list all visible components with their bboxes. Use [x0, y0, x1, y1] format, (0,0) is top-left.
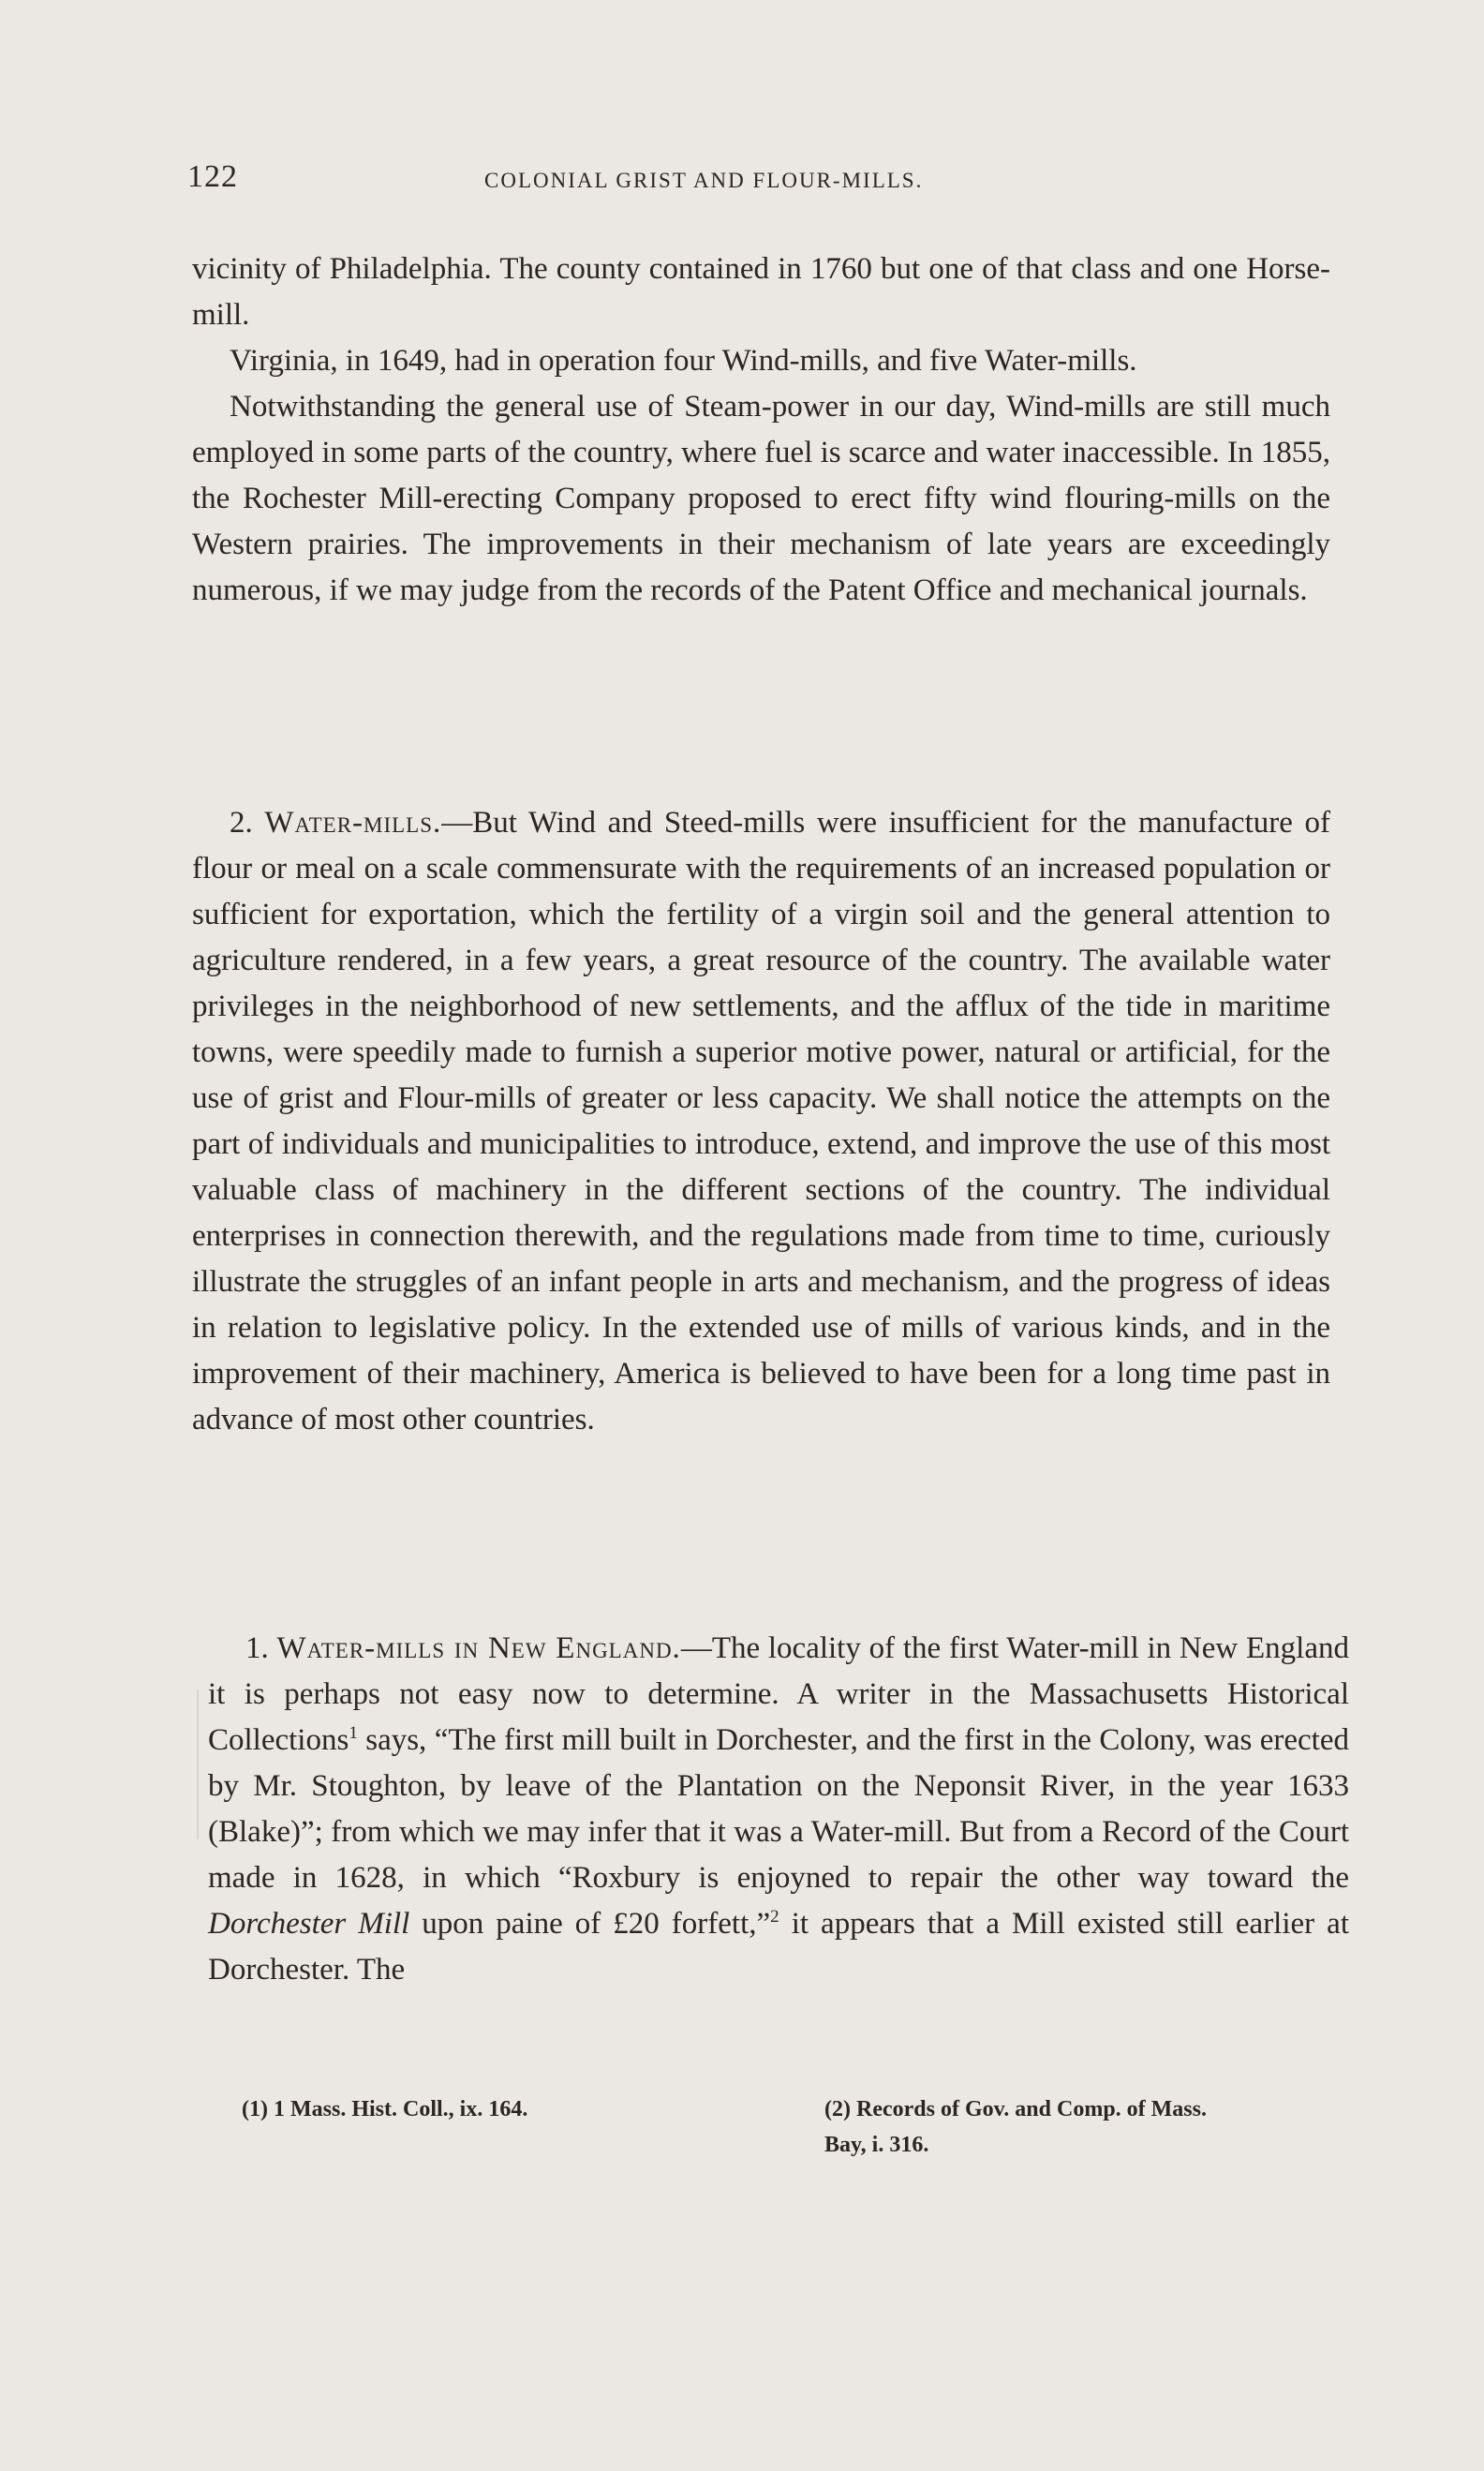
section-number: 2. — [230, 806, 253, 840]
paragraph-water-mills — [192, 800, 1330, 1443]
page-number: 122 — [187, 159, 238, 194]
subsection-text-d: it appears that a Mill existed still earlier at Dorchester. The — [208, 1907, 1349, 1987]
opening-text — [192, 246, 1330, 614]
subsection-text-a: —The locality of the first Water-mill in New England it is perhaps not easy now to determine. A writer in the Massachusetts Historical Collections — [208, 1631, 1349, 1757]
subsection-number: 1. — [245, 1631, 269, 1665]
footnote-2 — [824, 2091, 1357, 2163]
footnote-ref-1: 1 — [349, 1723, 358, 1743]
section-body: —But Wind and Steed-mills were insufficient for the manufacture of flour or meal on a scale commensurate with the requirements of an increased population or sufficient for exportation, which the fertility of a virgin soil and the general attention to agriculture rendered, in a few years, a great resource of the country. The available water privileges in the neighborhood of new settlements, and the afflux of the tide in maritime towns, were speedily made to furnish a superior motive power, natural or artificial, for the use of grist and Flour-mills of greater or less capacity. We shall notice the attempts on the part of individuals and municipalities to introduce, extend, and improve the use of this most valuable class of machinery in the different sections of the country. The individual enterprises in connection therewith, and the regulations made from time to time, curiously illustrate the struggles of an infant people in arts and mechanism, and the progress of ideas in relation to legislative policy. In the extended use of mills of various kinds, and in the improvement of their machinery, America is believed to have been for a long time past in advance of most other countries. — [192, 806, 1331, 1436]
footnote-2-line-1: (2) Records of Gov. and Comp. of Mass. — [824, 2097, 1207, 2121]
section-new-england — [208, 1626, 1349, 1993]
running-title: COLONIAL GRIST AND FLOUR-MILLS. — [484, 169, 924, 192]
subsection-text-b: says, “The first mill built in Dorchester, and the first in the Colony, was erected by Mr. Stoughton, by leave of the Plantation on the Neponsit River, in the year 1633 (Blake)”; from which we may infer that it was a Water-mill. But from a Record of the Court made in 1628, in which “Roxbury is enjoyned to repair the other way toward the — [208, 1723, 1349, 1895]
paragraph-new-england — [208, 1626, 1349, 1993]
dorchester-mill-italic: Dorchester Mill — [208, 1907, 410, 1941]
subsection-text-c: upon paine of £20 forfett,” — [409, 1907, 771, 1941]
section-heading: Water-mills. — [264, 806, 442, 840]
page-header — [187, 159, 1354, 206]
paragraph-virginia: Virginia, in 1649, had in operation four Wind-mills, and five Water-mills. — [230, 344, 1137, 378]
footnote-ref-2: 2 — [770, 1907, 779, 1927]
paragraph-philadelphia: vicinity of Philadelphia. The county contained in 1760 but one of that class and one Horse-mill. — [192, 252, 1330, 332]
section-water-mills — [192, 800, 1330, 1443]
margin-rule — [197, 1690, 199, 1839]
footnote-2-line-2: Bay, i. 316. — [824, 2133, 929, 2157]
paragraph-steam-power: Notwithstanding the general use of Steam-power in our day, Wind-mills are still much employed in some parts of the country, where fuel is scarce and water inaccessible. In 1855, the Rochester Mill-erecting Company proposed to erect fifty wind flouring-mills on the Western prairies. The improvements in their mechanism of late years are exceedingly numerous, if we may judge from the records of the Patent Office and mechanical journals. — [192, 390, 1330, 607]
subsection-heading: Water-mills in New England. — [276, 1631, 681, 1665]
footnote-1: (1) 1 Mass. Hist. Coll., ix. 164. — [242, 2097, 528, 2121]
